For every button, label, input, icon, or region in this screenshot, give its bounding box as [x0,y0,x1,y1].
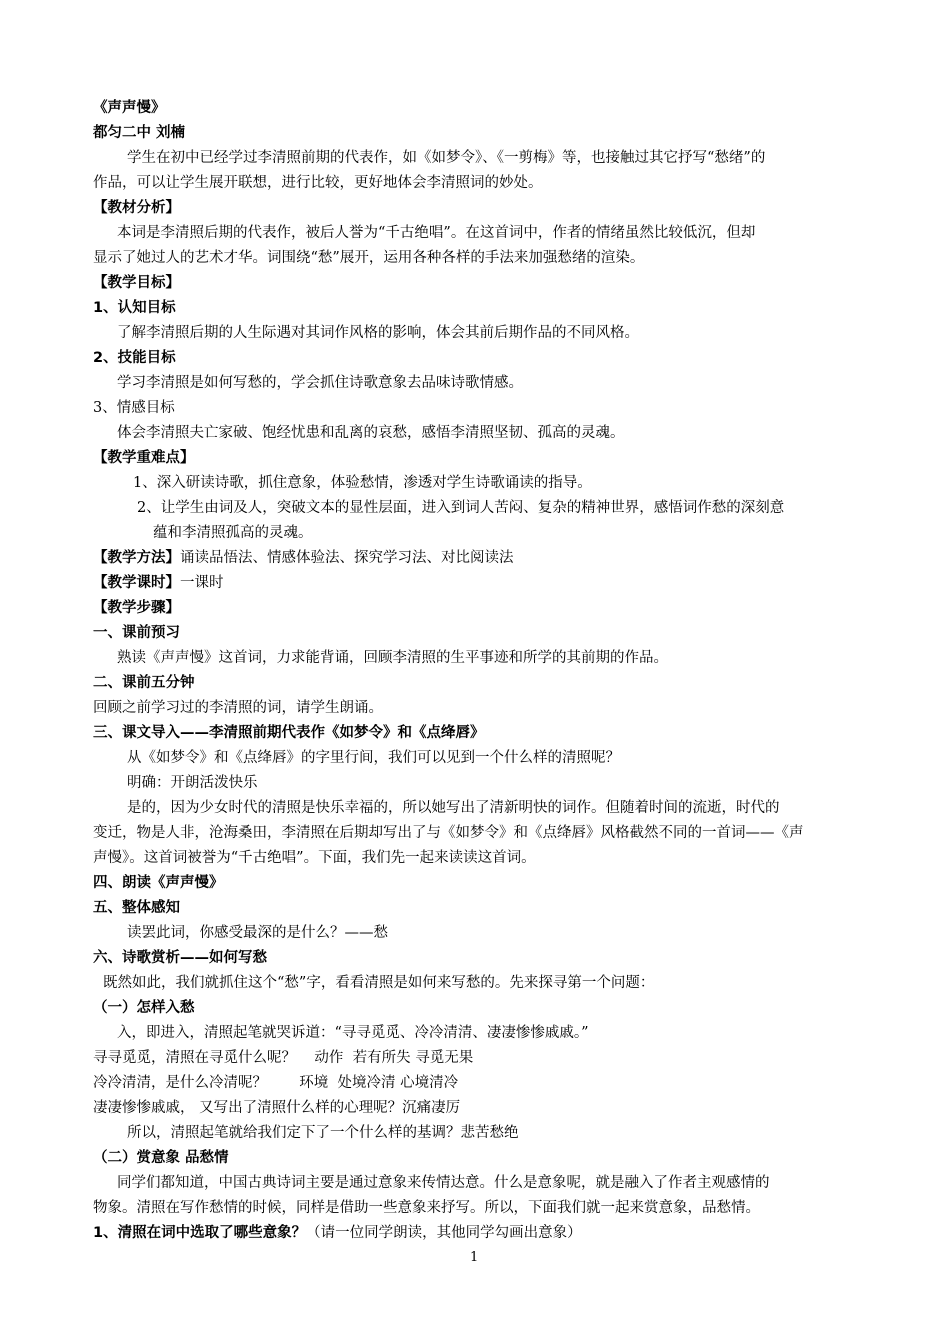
step-4-title: 四、朗读《声声慢》 [93,875,224,891]
method-text: 诵读品悟法、情感体验法、探究学习法、对比阅读法 [180,550,514,566]
step-2-text: 回顾之前学习过的李清照的词，请学生朗诵。 [93,700,383,716]
key-point-2b: 蕴和李清照孤高的灵魂。 [153,525,313,541]
heading-goals: 【教学目标】 [93,275,180,291]
question-1-line [93,1223,582,1243]
doc-author: 都匀二中 刘楠 [93,125,186,141]
heading-hours: 【教学课时】 [93,575,180,591]
sub-1-line-3: 冷冷清清，是什么冷清呢？ 环境 处境冷清 心境清冷 [93,1075,459,1091]
heading-method: 【教学方法】 [93,550,180,566]
step-3-title: 三、课文导入——李清照前期代表作《如梦令》和《点绛唇》 [93,725,485,741]
step-3-answer: 明确：开朗活泼快乐 [127,775,258,791]
step-3-para-3: 声慢》。这首词被誉为“千古绝唱”。下面，我们先一起来读读这首词。 [93,850,536,866]
goal-2-title: 2、技能目标 [93,350,176,366]
goal-3-text: 体会李清照夫亡家破、饱经忧患和乱离的哀愁，感悟李清照坚韧、孤高的灵魂。 [117,425,625,441]
sub-2-para-1: 同学们都知道，中国古典诗词主要是通过意象来传情达意。什么是意象呢，就是融入了作者主观感情的 [117,1175,770,1191]
goal-2-text: 学习李清照是如何写愁的，学会抓住诗歌意象去品味诗歌情感。 [117,375,523,391]
step-1-title: 一、课前预习 [93,625,180,641]
sub-1-line-1: 入，即进入，清照起笔就哭诉道：“寻寻觅觅、冷冷清清、凄凄惨惨戚戚。” [117,1025,589,1041]
sub-1-line-2: 寻寻觅觅，清照在寻觅什么呢？ 动作 若有所失 寻觅无果 [93,1050,474,1066]
step-3-question: 从《如梦令》和《点绛唇》的字里行间，我们可以见到一个什么样的清照呢？ [127,750,620,766]
heading-keys: 【教学重难点】 [93,450,195,466]
sub-2-title: （二）赏意象 品愁情 [93,1150,229,1166]
hours-line [93,573,224,593]
hours-text: 一课时 [180,575,224,591]
goal-1-text: 了解李清照后期的人生际遇对其词作风格的影响，体会其前后期作品的不同风格。 [117,325,639,341]
key-point-2a: 2、让学生由词及人，突破文本的显性层面，进入到词人苦闷、复杂的精神世界，感悟词作愁的深刻意 [137,500,785,516]
step-2-title: 二、课前五分钟 [93,675,195,691]
question-1-bold: 1、清照在词中选取了哪些意象？ [93,1225,307,1241]
sub-1-title: （一）怎样入愁 [93,1000,195,1016]
sub-2-para-2: 物象。清照在写作愁情的时候，同样是借助一些意象来抒写。所以，下面我们就一起来赏意象，品愁情。 [93,1200,760,1216]
step-3-para-1: 是的，因为少女时代的清照是快乐幸福的，所以她写出了清新明快的词作。但随着时间的流逝，时代的 [127,800,780,816]
intro-line-2: 作品，可以让学生展开联想，进行比较，更好地体会李清照词的妙处。 [93,175,543,191]
question-1-rest: （请一位同学朗读，其他同学勾画出意象） [306,1225,582,1241]
goal-3-title: 3、情感目标 [93,400,175,416]
step-6-text: 既然如此，我们就抓住这个“愁”字，看看清照是如何来写愁的。先来探寻第一个问题： [103,975,655,991]
goal-1-title: 1、认知目标 [93,300,176,316]
heading-steps: 【教学步骤】 [93,600,180,616]
key-point-1: 1、深入研读诗歌，抓住意象，体验愁情，渗透对学生诗歌诵读的指导。 [133,475,592,491]
material-line-2: 显示了她过人的艺术才华。词围绕“愁”展开，运用各种各样的手法来加强愁绪的渲染。 [93,250,645,266]
sub-1-line-4: 凄凄惨惨戚戚， 又写出了清照什么样的心理呢？沉痛凄厉 [93,1100,461,1116]
heading-material: 【教材分析】 [93,200,180,216]
doc-title: 《声声慢》 [93,100,166,116]
step-6-title: 六、诗歌赏析——如何写愁 [93,950,267,966]
step-5-title: 五、整体感知 [93,900,180,916]
step-3-para-2: 变迁，物是人非，沧海桑田，李清照在后期却写出了与《如梦令》和《点绛唇》风格截然不同的一首词——《声 [93,825,804,841]
intro-line-1: 学生在初中已经学过李清照前期的代表作，如《如梦令》、《一剪梅》等，也接触过其它抒写“愁绪”的 [127,150,766,166]
step-5-text: 读罢此词，你感受最深的是什么？——愁 [127,925,388,941]
page-number: 1 [470,1250,479,1265]
material-line-1: 本词是李清照后期的代表作，被后人誉为“千古绝唱”。在这首词中，作者的情绪虽然比较低沉，但却 [117,225,756,241]
method-line [93,548,514,568]
step-1-text: 熟读《声声慢》这首词，力求能背诵，回顾李清照的生平事迹和所学的其前期的作品。 [117,650,668,666]
sub-1-line-5: 所以，清照起笔就给我们定下了一个什么样的基调？悲苦愁绝 [127,1125,519,1141]
